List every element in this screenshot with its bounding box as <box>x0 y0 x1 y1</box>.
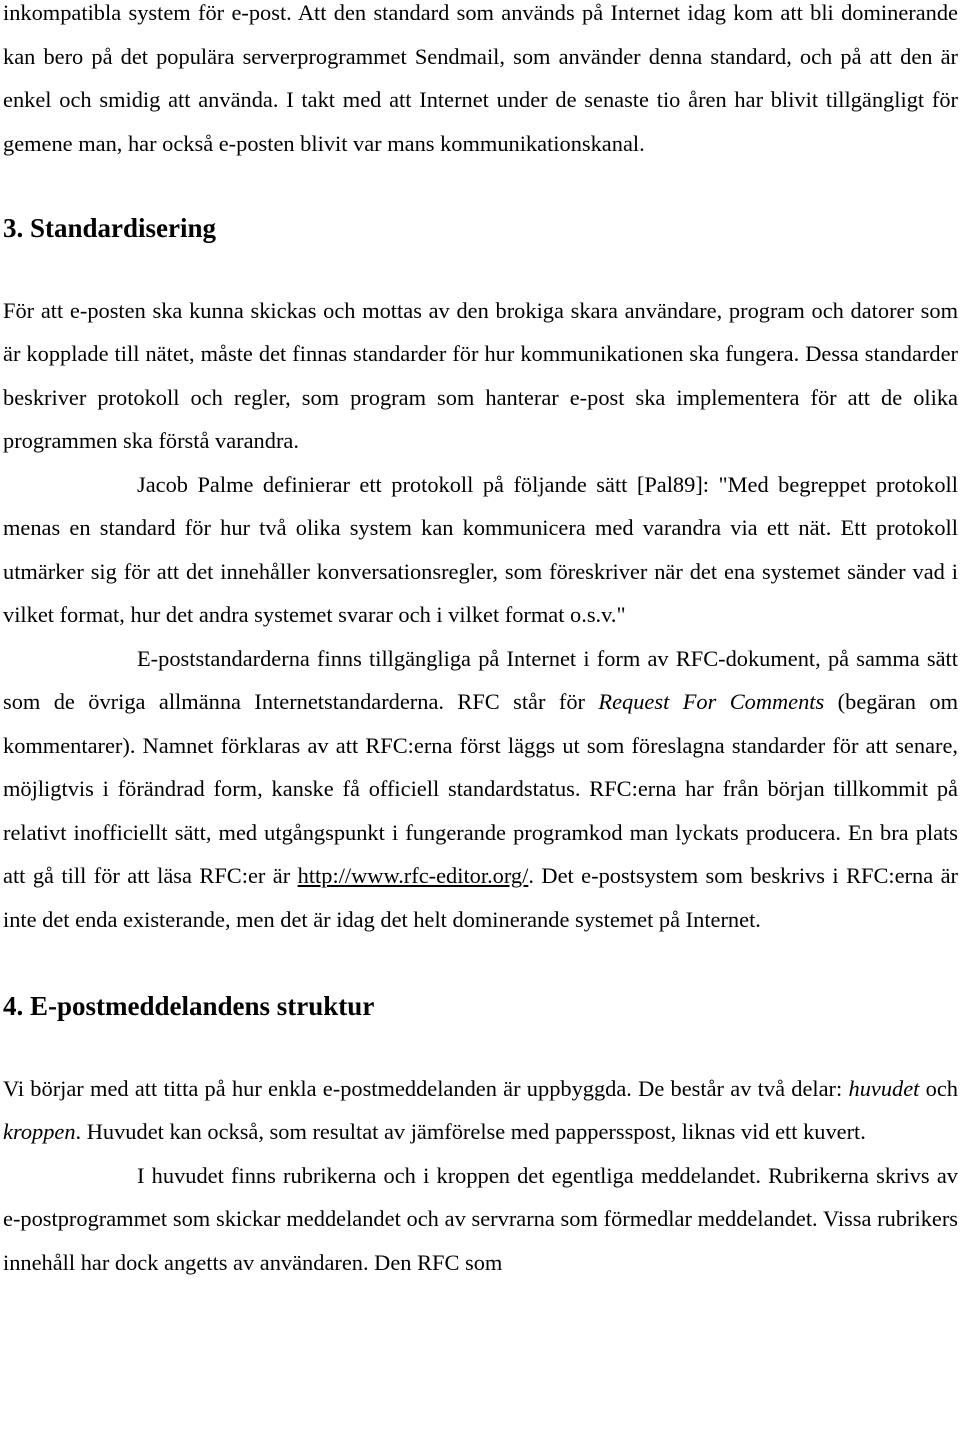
rfc-editor-link[interactable]: http://www.rfc-editor.org/ <box>297 863 529 888</box>
section-3-paragraph-1: För att e-posten ska kunna skickas och mottas av den brokiga skara användare, program och datorer som är kopplade till nätet, måste det finnas standarder för hur kommunikationen ska fungera. Dessa standarder beskriver protokoll och regler, som program som hanterar e-post ska implementera för att de olika programmen ska förstå varandra. <box>3 297 958 453</box>
text-segment: (begäran om kommentarer). Namnet förklaras av att RFC:erna först läggs ut som föreslagna standarder för att senare, möjligtvis i förändrad form, kanske få officiell standardstatus. RFC:erna har från början tillkommit på relativt inofficiellt sätt, med utgångspunkt i fungerande programkod man lyckats producera. En bra plats att gå till för att läsa RFC:er är <box>3 689 959 888</box>
text-segment: . Det e-postsystem som beskrivs i RFC:erna är inte det enda existerande, men det är idag det helt dominerande systemet på Internet. <box>3 863 958 932</box>
spacer <box>3 941 958 985</box>
text-segment: . Huvudet kan också, som resultat av jämförelse med pappersspost, liknas vid ett kuvert. <box>75 1119 866 1144</box>
section-3-heading: 3. Standardisering <box>3 213 217 243</box>
spacer <box>3 165 958 207</box>
intro-paragraph: inkompatibla system för e-post. Att den standard som används på Internet idag kom att bli dominerande kan bero på det populära serverprogrammet Sendmail, som använder denna standard, och på att den är enkel och smidig att använda. I takt med att Internet under de senaste tio åren har blivit tillgängligt för gemene man, har också e-posten blivit var mans kommunikationskanal. <box>3 0 958 156</box>
section-3-paragraph-2: Jacob Palme definierar ett protokoll på följande sätt [Pal89]: "Med begreppet protokoll menas en standard för hur två olika system kan kommunicera med varandra via ett nät. Ett protokoll utmärker sig för att det innehåller konversationsregler, som föreskriver när det ena systemet sänder vad i vilket format, hur det andra systemet svarar och i vilket format o.s.v." <box>3 471 958 627</box>
emphasis-huvudet: huvudet <box>848 1075 920 1101</box>
emphasis-kroppen: kroppen <box>3 1119 76 1144</box>
spacer <box>3 1029 958 1067</box>
text-segment: och <box>919 1075 958 1101</box>
emphasis-request-for-comments: Request For Comments <box>598 689 825 714</box>
spacer <box>3 251 958 289</box>
text-segment: Vi börjar med att titta på hur enkla e-postmeddelanden är uppbyggda. De består av två delar: <box>3 1075 849 1101</box>
section-4-paragraph-2: I huvudet finns rubrikerna och i kroppen det egentliga meddelandet. Rubrikerna skrivs av e-postprogrammet som skickar meddelandet och av servrarna som förmedlar meddelandet. Vissa rubrikers innehåll har dock angetts av användaren. Den RFC som <box>3 1162 958 1275</box>
section-4-heading: 4. E-postmeddelandens struktur <box>3 991 375 1021</box>
section-3-paragraph-3 <box>3 637 958 942</box>
section-4-paragraph-1 <box>3 1067 958 1154</box>
text-segment: E-poststandarderna finns tillgängliga på Internet i form av RFC-dokument, på samma sätt som de övriga allmänna Internetstandarderna. RFC står för <box>3 645 958 714</box>
